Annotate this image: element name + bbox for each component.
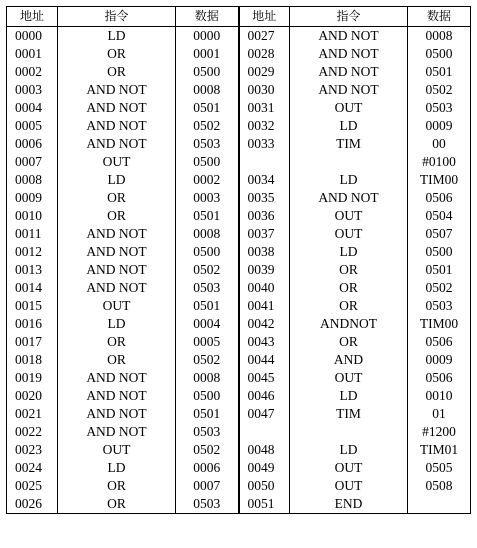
cell-address-right: 0029 xyxy=(239,63,290,81)
cell-instruction-left: AND NOT xyxy=(58,387,176,405)
table-row xyxy=(7,225,471,243)
cell-address-left: 0009 xyxy=(7,189,58,207)
cell-instruction-right: AND NOT xyxy=(290,27,408,46)
cell-address-left: 0005 xyxy=(7,117,58,135)
header-instruction-right: 指令 xyxy=(290,7,408,27)
cell-instruction-left: OUT xyxy=(58,297,176,315)
cell-data-right xyxy=(408,495,471,514)
cell-data-right: 0008 xyxy=(425,28,453,43)
cell-instruction-right: AND NOT xyxy=(290,81,408,99)
cell-instruction-left: AND NOT xyxy=(58,423,176,441)
cell-address-right: 0050 xyxy=(239,477,290,495)
table-row xyxy=(7,351,471,369)
cell-instruction-left: LD xyxy=(58,171,176,189)
table-row xyxy=(7,135,471,153)
cell-data-right: #1200 xyxy=(422,424,456,439)
cell-data-right: 0500 xyxy=(425,46,453,61)
table-row xyxy=(7,261,471,279)
cell-data-right: 0503 xyxy=(425,298,453,313)
cell-address-right: 0035 xyxy=(239,189,290,207)
cell-data-right: 0504 xyxy=(425,208,453,223)
cell-instruction-right: OR xyxy=(290,279,408,297)
table-body xyxy=(7,27,471,514)
cell-data-left: 0500 xyxy=(176,153,239,171)
cell-address-left: 0023 xyxy=(7,441,58,459)
cell-data-left: 0500 xyxy=(176,63,239,81)
cell-address-left: 0013 xyxy=(7,261,58,279)
table-row xyxy=(7,27,471,46)
table-row xyxy=(7,333,471,351)
cell-data-left: 0503 xyxy=(176,279,239,297)
cell-data-right: 0506 xyxy=(425,190,453,205)
table-row xyxy=(7,315,471,333)
cell-data-left: 0502 xyxy=(176,261,239,279)
cell-data-right: 0507 xyxy=(425,226,453,241)
cell-instruction-left: AND NOT xyxy=(58,135,176,153)
cell-address-right: 0043 xyxy=(239,333,290,351)
cell-data-left: 0008 xyxy=(176,81,239,99)
cell-instruction-left: AND NOT xyxy=(58,81,176,99)
table-row xyxy=(7,495,471,514)
cell-instruction-left: LD xyxy=(58,27,176,46)
cell-address-right: 0036 xyxy=(239,207,290,225)
cell-instruction-left: AND NOT xyxy=(58,369,176,387)
table-row xyxy=(7,297,471,315)
cell-data-left: 0501 xyxy=(176,405,239,423)
cell-instruction-left: AND NOT xyxy=(58,225,176,243)
cell-instruction-left: AND NOT xyxy=(58,405,176,423)
table-row xyxy=(7,153,471,171)
plc-program-table-container xyxy=(6,6,471,514)
table-row xyxy=(7,459,471,477)
header-address-left: 地址 xyxy=(7,7,58,27)
cell-address-left: 0016 xyxy=(7,315,58,333)
cell-data-right: 01 xyxy=(432,406,446,421)
cell-address-left: 0014 xyxy=(7,279,58,297)
cell-data-left: 0502 xyxy=(176,117,239,135)
cell-data-left: 0000 xyxy=(176,27,239,46)
cell-instruction-right: TIM xyxy=(290,405,408,423)
cell-instruction-left: AND NOT xyxy=(58,261,176,279)
cell-data-left: 0501 xyxy=(176,207,239,225)
cell-instruction-right: OUT xyxy=(290,459,408,477)
cell-address-left: 0007 xyxy=(7,153,58,171)
cell-instruction-left: LD xyxy=(58,459,176,477)
cell-data-right: 0502 xyxy=(425,82,453,97)
cell-address-right: 0027 xyxy=(239,27,290,46)
cell-address-left: 0001 xyxy=(7,45,58,63)
cell-address-right: 0030 xyxy=(239,81,290,99)
cell-instruction-right: OR xyxy=(290,261,408,279)
cell-instruction-right: OR xyxy=(290,297,408,315)
cell-address-left: 0002 xyxy=(7,63,58,81)
cell-address-right: 0042 xyxy=(239,315,290,333)
cell-instruction-right xyxy=(290,423,408,441)
table-row xyxy=(7,81,471,99)
table-row xyxy=(7,405,471,423)
cell-address-right: 0049 xyxy=(239,459,290,477)
cell-data-right: 0501 xyxy=(425,64,453,79)
cell-instruction-left: AND NOT xyxy=(58,243,176,261)
cell-data-left: 0001 xyxy=(176,45,239,63)
cell-address-right: 0032 xyxy=(239,117,290,135)
cell-data-left: 0002 xyxy=(176,171,239,189)
header-row xyxy=(7,7,471,27)
table-row xyxy=(7,423,471,441)
cell-data-right: 00 xyxy=(432,136,446,151)
cell-data-left: 0501 xyxy=(176,99,239,117)
cell-data-left: 0007 xyxy=(176,477,239,495)
cell-address-left: 0011 xyxy=(7,225,58,243)
table-row xyxy=(7,369,471,387)
cell-instruction-left: LD xyxy=(58,315,176,333)
cell-instruction-right: LD xyxy=(290,441,408,459)
table-header xyxy=(7,7,471,27)
header-data-left: 数据 xyxy=(176,7,239,27)
cell-address-right: 0048 xyxy=(239,441,290,459)
cell-instruction-right: OUT xyxy=(290,477,408,495)
cell-address-right: 0033 xyxy=(239,135,290,153)
cell-data-right: 0503 xyxy=(425,100,453,115)
cell-instruction-right: ANDNOT xyxy=(290,315,408,333)
cell-data-right: TIM01 xyxy=(419,442,459,457)
cell-data-left: 0502 xyxy=(176,351,239,369)
table-row xyxy=(7,117,471,135)
cell-instruction-right: OUT xyxy=(290,207,408,225)
cell-address-left: 0018 xyxy=(7,351,58,369)
cell-address-right: 0040 xyxy=(239,279,290,297)
cell-data-right: 0010 xyxy=(425,388,453,403)
cell-data-right: 0506 xyxy=(425,370,453,385)
table-row xyxy=(7,279,471,297)
cell-address-right: 0047 xyxy=(239,405,290,423)
cell-instruction-right: LD xyxy=(290,387,408,405)
cell-data-left: 0500 xyxy=(176,387,239,405)
table-row xyxy=(7,45,471,63)
cell-address-left: 0026 xyxy=(7,495,58,514)
cell-data-right: 0009 xyxy=(425,118,453,133)
cell-instruction-left: OR xyxy=(58,477,176,495)
cell-data-left: 0503 xyxy=(176,135,239,153)
cell-address-right: 0039 xyxy=(239,261,290,279)
cell-instruction-right: AND NOT xyxy=(290,189,408,207)
cell-address-left: 0019 xyxy=(7,369,58,387)
cell-instruction-left: OUT xyxy=(58,153,176,171)
table-row xyxy=(7,387,471,405)
cell-instruction-right: TIM xyxy=(290,135,408,153)
header-instruction-left: 指令 xyxy=(58,7,176,27)
cell-address-left: 0010 xyxy=(7,207,58,225)
cell-address-left: 0024 xyxy=(7,459,58,477)
cell-address-right: 0037 xyxy=(239,225,290,243)
table-row xyxy=(7,207,471,225)
table-row xyxy=(7,441,471,459)
cell-data-left: 0500 xyxy=(176,243,239,261)
table-row xyxy=(7,99,471,117)
cell-data-left: 0006 xyxy=(176,459,239,477)
cell-data-right: #0100 xyxy=(422,154,456,169)
cell-instruction-right: AND xyxy=(290,351,408,369)
cell-address-right: 0038 xyxy=(239,243,290,261)
cell-address-right: 0041 xyxy=(239,297,290,315)
cell-instruction-left: OR xyxy=(58,351,176,369)
cell-address-left: 0004 xyxy=(7,99,58,117)
cell-data-right: 0502 xyxy=(425,280,453,295)
cell-instruction-left: OR xyxy=(58,333,176,351)
table-row xyxy=(7,477,471,495)
cell-instruction-right: OR xyxy=(290,333,408,351)
cell-instruction-left: OUT xyxy=(58,441,176,459)
cell-address-left: 0006 xyxy=(7,135,58,153)
cell-instruction-left: AND NOT xyxy=(58,117,176,135)
table-row xyxy=(7,243,471,261)
cell-address-left: 0022 xyxy=(7,423,58,441)
cell-data-right: TIM00 xyxy=(419,172,459,187)
cell-address-right: 0031 xyxy=(239,99,290,117)
cell-address-left: 0000 xyxy=(7,27,58,46)
cell-data-right: TIM00 xyxy=(419,316,459,331)
cell-instruction-right: LD xyxy=(290,117,408,135)
cell-address-right: 0028 xyxy=(239,45,290,63)
cell-instruction-right: END xyxy=(290,495,408,514)
cell-data-right: 0508 xyxy=(425,478,453,493)
header-address-right: 地址 xyxy=(239,7,290,27)
cell-instruction-right: LD xyxy=(290,171,408,189)
cell-data-left: 0501 xyxy=(176,297,239,315)
cell-data-right: 0505 xyxy=(425,460,453,475)
cell-instruction-left: OR xyxy=(58,207,176,225)
cell-data-left: 0005 xyxy=(176,333,239,351)
cell-address-left: 0003 xyxy=(7,81,58,99)
cell-data-right: 0500 xyxy=(425,244,453,259)
cell-data-right: 0009 xyxy=(425,352,453,367)
cell-address-right: 0046 xyxy=(239,387,290,405)
cell-data-left: 0003 xyxy=(176,189,239,207)
cell-instruction-left: OR xyxy=(58,495,176,514)
cell-address-left: 0008 xyxy=(7,171,58,189)
cell-instruction-right: OUT xyxy=(290,99,408,117)
cell-instruction-left: OR xyxy=(58,45,176,63)
cell-instruction-left: OR xyxy=(58,63,176,81)
cell-data-left: 0503 xyxy=(176,495,239,514)
cell-address-left: 0012 xyxy=(7,243,58,261)
cell-address-right: 0051 xyxy=(239,495,290,514)
cell-instruction-left: OR xyxy=(58,189,176,207)
cell-address-left: 0021 xyxy=(7,405,58,423)
plc-program-table xyxy=(6,6,471,514)
cell-address-left: 0020 xyxy=(7,387,58,405)
cell-instruction-right: OUT xyxy=(290,369,408,387)
cell-instruction-right: LD xyxy=(290,243,408,261)
cell-instruction-left: AND NOT xyxy=(58,99,176,117)
cell-data-left: 0502 xyxy=(176,441,239,459)
cell-instruction-right xyxy=(290,153,408,171)
cell-address-right: 0044 xyxy=(239,351,290,369)
cell-address-left: 0025 xyxy=(7,477,58,495)
cell-data-right: 0506 xyxy=(425,334,453,349)
cell-instruction-left: AND NOT xyxy=(58,279,176,297)
cell-address-right xyxy=(239,153,290,171)
header-data-right: 数据 xyxy=(408,7,471,27)
cell-address-right: 0045 xyxy=(239,369,290,387)
cell-data-left: 0008 xyxy=(176,369,239,387)
cell-address-right: 0034 xyxy=(239,171,290,189)
cell-instruction-right: AND NOT xyxy=(290,45,408,63)
cell-address-left: 0017 xyxy=(7,333,58,351)
cell-data-right: 0501 xyxy=(425,262,453,277)
table-row xyxy=(7,63,471,81)
cell-data-left: 0503 xyxy=(176,423,239,441)
cell-instruction-right: AND NOT xyxy=(290,63,408,81)
cell-instruction-right: OUT xyxy=(290,225,408,243)
cell-address-right xyxy=(239,423,290,441)
cell-data-left: 0004 xyxy=(176,315,239,333)
cell-address-left: 0015 xyxy=(7,297,58,315)
table-row xyxy=(7,171,471,189)
cell-data-left: 0008 xyxy=(176,225,239,243)
table-row xyxy=(7,189,471,207)
